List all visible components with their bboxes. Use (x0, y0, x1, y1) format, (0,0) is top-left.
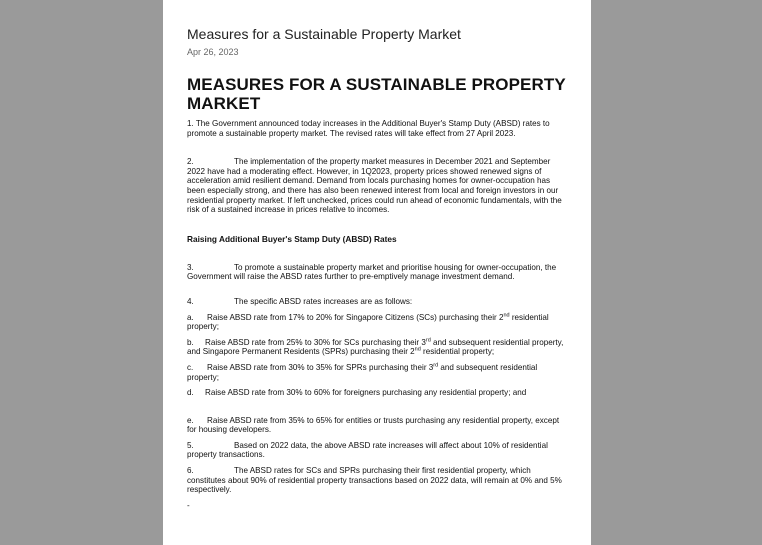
paragraph-text: The specific ABSD rates increases are as follows: (234, 296, 413, 306)
document-page (163, 0, 591, 545)
list-item-b (187, 338, 567, 357)
paragraph-number: 6. (187, 466, 194, 476)
paragraph-5 (187, 441, 567, 460)
list-item-c (187, 363, 567, 382)
paragraph-number: 4. (187, 296, 194, 306)
trailing-mark: - (187, 500, 190, 510)
section-subheading: Raising Additional Buyer's Stamp Duty (ABSD) Rates (187, 233, 397, 244)
paragraph-text: To promote a sustainable property market and prioritise housing for owner-occupation, the Government will raise the ABSD rates further to pre-emptively manage investment demand. (187, 262, 557, 282)
paragraph-2 (187, 157, 567, 215)
item-text: and subsequent residential property, and Singapore Permanent Residents (SPRs) purchasing their 2 (187, 337, 564, 357)
item-letter: c. (187, 362, 194, 372)
paragraph-number: 5. (187, 440, 194, 450)
paragraph-number: 3. (187, 262, 194, 272)
item-letter: a. (187, 312, 194, 322)
superscript: nd (414, 346, 421, 353)
paragraph-text: The ABSD rates for SCs and SPRs purchasing their first residential property, which constitutes about 90% of residential property transactions based on 2022 data, will remain at 0% and 5% respectively. (187, 466, 562, 495)
paragraph-text: Based on 2022 data, the above ABSD rate increases will affect about 10% of residential property transactions. (187, 440, 548, 460)
superscript: rd (433, 362, 439, 369)
item-text: Raise ABSD rate from 25% to 30% for SCs purchasing their 3 (205, 337, 426, 347)
paragraph-4 (187, 297, 567, 307)
item-text: Raise ABSD rate from 30% to 35% for SPRs purchasing their 3 (207, 362, 434, 372)
paragraph-1: 1. The Government announced today increases in the Additional Buyer's Stamp Duty (ABSD) rates to promote a sustainable property market. The revised rates will take effect from 27 April 2023. (187, 119, 550, 138)
item-text: Raise ABSD rate from 17% to 20% for Singapore Citizens (SCs) purchasing their 2 (207, 312, 504, 322)
item-text: residential property; (187, 312, 549, 332)
item-letter: e. (187, 415, 194, 425)
document-title: Measures for a Sustainable Property Market (187, 26, 461, 42)
list-item-e (187, 416, 567, 435)
superscript: rd (425, 337, 431, 344)
document-date: Apr 26, 2023 (187, 47, 239, 57)
item-text: Raise ABSD rate from 30% to 60% for foreigners purchasing any residential property; and (205, 388, 527, 398)
item-text: and subsequent residential property; (187, 362, 538, 382)
paragraph-6 (187, 466, 567, 495)
list-item-d (187, 388, 567, 398)
item-letter: b. (187, 337, 194, 347)
page-heading: MEASURES FOR A SUSTAINABLE PROPERTY MARKET (187, 75, 566, 113)
item-letter: d. (187, 388, 194, 398)
paragraph-number: 2. (187, 157, 194, 167)
paragraph-3 (187, 263, 567, 282)
paragraph-text: The implementation of the property market measures in December 2021 and September 2022 have had a moderating effect. However, in 1Q2023, property prices showed renewed signs of acceleration amid resilient demand. Demand from locals purchasing homes for owner-occupation has been especially strong, and there has also been renewed interest from local and foreign investors in our residential property market. If left unchecked, prices could run ahead of economic fundamentals, with the risk of a sustained increase in prices relative to incomes. (187, 157, 562, 215)
item-text: residential property; (420, 347, 495, 357)
document-body (187, 25, 567, 510)
item-text: Raise ABSD rate from 35% to 65% for entities or trusts purchasing any residential property, except for housing developers. (187, 415, 560, 435)
superscript: nd (503, 311, 510, 318)
list-item-a (187, 313, 567, 332)
